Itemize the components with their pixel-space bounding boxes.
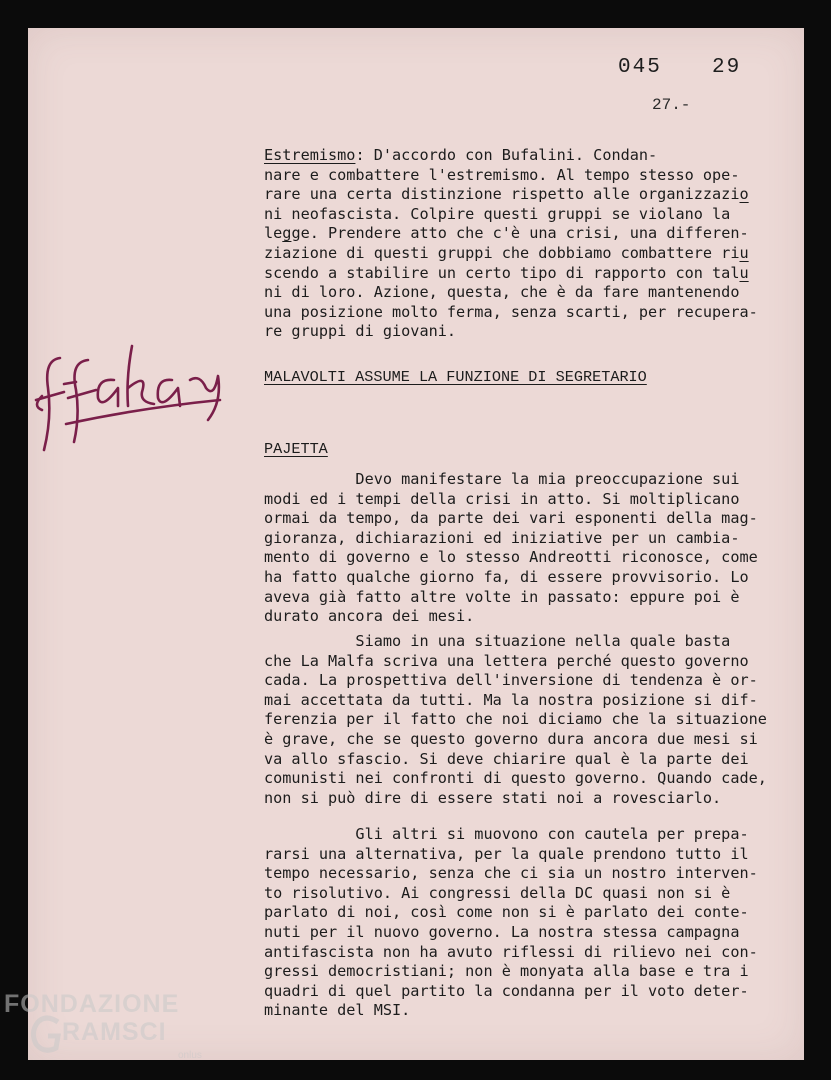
paragraph-3 (264, 825, 824, 1021)
extremism-label: Estremismo (264, 146, 356, 164)
watermark-line-2: RAMSCI (62, 1018, 167, 1046)
text-line: quadri di quel partito la condanna per il voto deter- (264, 981, 749, 1000)
archive-folio-number: 29 (712, 56, 742, 79)
text-line: : D'accordo con Bufalini. Condan- (355, 146, 658, 164)
text-line: una posizione molto ferma, senza scarti, per recupera- (264, 302, 758, 321)
text-line: antifascista non ha avuto riflessi di rilievo nei con- (264, 942, 758, 961)
text-line: gioranza, dichiarazioni ed iniziative per un cambia- (264, 528, 740, 547)
text-line-underlined: u (739, 263, 749, 282)
text-line: comunisti nei confronti di questo governo. Quando cade, (264, 769, 767, 788)
text-line: ni neofascista. Colpire questi gruppi se violano la (264, 204, 731, 223)
text-line: re gruppi di giovani. (264, 322, 457, 341)
handwritten-signature (30, 318, 250, 468)
watermark-g-logo-icon (30, 1014, 64, 1054)
text-line: to risolutivo. Ai congressi della DC quasi non si è (264, 883, 731, 902)
text-line: ha fatto qualche giorno fa, di essere provvisorio. Lo (264, 567, 749, 586)
text-line: ni di loro. Azione, questa, che è da fare mantenendo (264, 283, 740, 302)
extremism-section (264, 146, 824, 342)
text-line: rarsi una alternativa, per la quale prendono tutto il (264, 844, 749, 863)
text-line: Devo manifestare la mia preoccupazione sui (264, 470, 740, 488)
text-line: ormai da tempo, da parte dei vari esponenti della mag- (264, 509, 758, 528)
text-line: Gli altri si muovono con cautela per prepa- (264, 825, 749, 843)
text-line: parlato di noi, così come non si è parlato dei conte- (264, 903, 749, 922)
text-line: modi ed i tempi della crisi in atto. Si moltiplicano (264, 489, 740, 508)
text-line: ge. Prendere atto che c'è una crisi, una differen- (291, 224, 749, 243)
text-line: è grave, che se questo governo dura ancora due mesi si (264, 729, 758, 748)
text-line: aveva già fatto altre volte in passato: eppure poi è (264, 587, 740, 606)
text-line: Siamo in una situazione nella quale basta (264, 632, 731, 650)
watermark-subtitle: onlus (178, 1050, 202, 1061)
document-page (28, 28, 804, 1060)
section-heading-pajetta: PAJETTA (264, 440, 328, 458)
text-line: gressi democristiani; non è monyata alla base e tra i (264, 962, 749, 981)
section-heading-malavolti: MALAVOLTI ASSUME LA FUNZIONE DI SEGRETARIO (264, 368, 647, 386)
text-line: ziazione di questi gruppi che dobbiamo combattere ri (264, 243, 740, 262)
paragraph-1 (264, 470, 824, 627)
text-line-underlined: o (739, 185, 749, 204)
text-line: tempo necessario, senza che ci sia un nostro interven- (264, 864, 758, 883)
text-line: nare e combattere l'estremismo. Al tempo stesso ope- (264, 165, 740, 184)
text-line-underlined: g (282, 224, 292, 243)
archive-stamp-number: 045 (618, 56, 662, 79)
text-line: non si può dire di essere stati noi a rovesciarlo. (264, 788, 722, 807)
paragraph-2 (264, 632, 824, 808)
text-line-underlined: u (739, 243, 749, 262)
text-line: scendo a stabilire un certo tipo di rapporto con tal (264, 263, 740, 282)
text-line: le (264, 224, 283, 243)
text-line: nuti per il nuovo governo. La nostra stessa campagna (264, 922, 740, 941)
text-line: va allo sfascio. Si deve chiarire qual è la parte dei (264, 749, 749, 768)
text-line: durato ancora dei mesi. (264, 607, 475, 626)
text-line: minante del MSI. (264, 1001, 411, 1020)
text-line: mento di governo e lo stesso Andreotti riconosce, come (264, 548, 758, 567)
watermark-line-1: FONDAZIONE (4, 990, 180, 1018)
text-line: rare una certa distinzione rispetto alle organizzazi (264, 185, 740, 204)
text-line: cada. La prospettiva dell'inversione di tendenza è or- (264, 671, 758, 690)
page-number: 27.- (652, 96, 691, 114)
text-line: che La Malfa scriva una lettera perché questo governo (264, 651, 749, 670)
text-line: ferenzia per il fatto che noi diciamo che la situazione (264, 710, 767, 729)
text-line: mai accettata da tutti. Ma la nostra posizione si dif- (264, 690, 758, 709)
archive-watermark (0, 984, 260, 1074)
